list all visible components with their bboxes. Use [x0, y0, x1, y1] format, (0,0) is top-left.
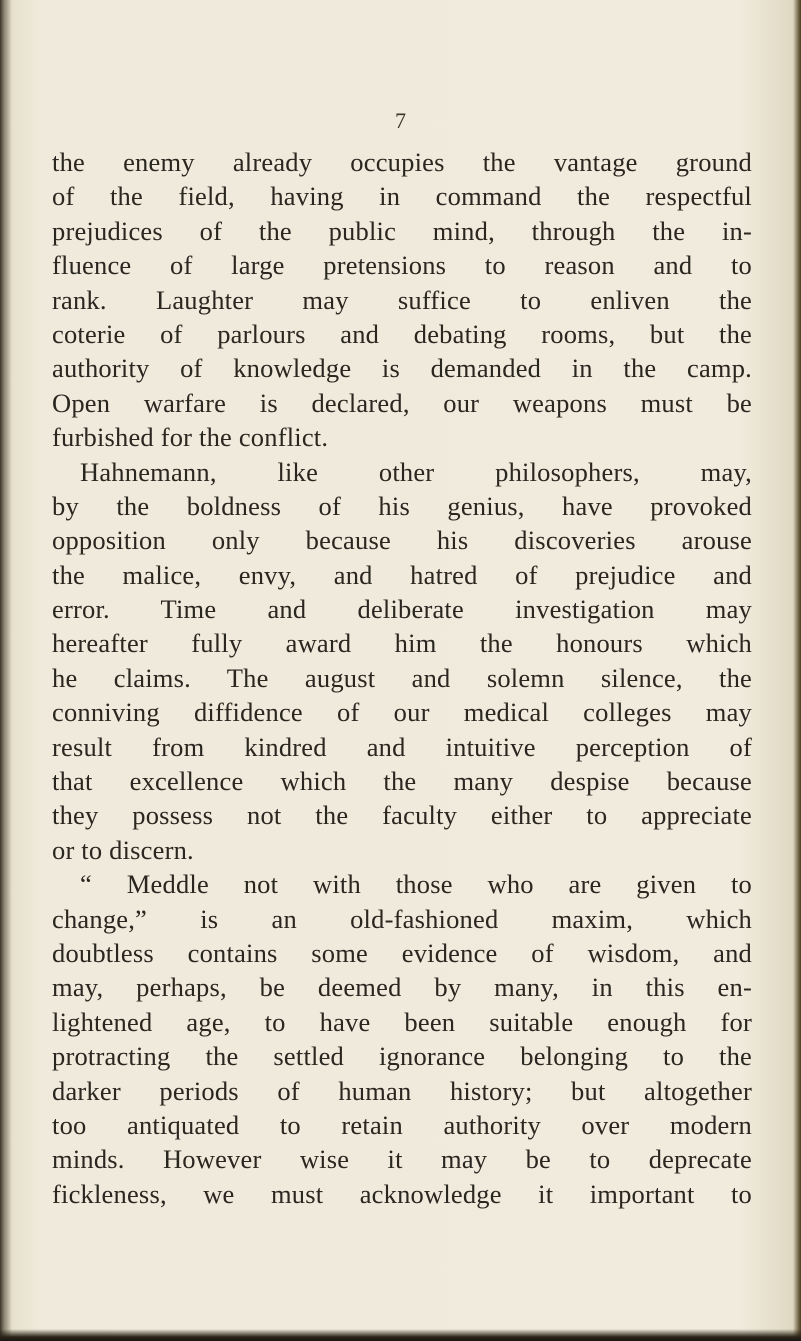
text-line: minds. However wise it may be to deprecate — [52, 1144, 752, 1175]
page-edge-bottom — [0, 1329, 801, 1341]
text-line: or to discern. — [52, 834, 194, 865]
text-line: error. Time and deliberate investigation may — [52, 594, 752, 625]
page-number: 7 — [395, 108, 406, 133]
text-line: the enemy already occupies the vantage ground — [52, 147, 752, 177]
text-line: protracting the settled ignorance belonging to the — [52, 1041, 752, 1072]
text-line: fluence of large pretensions to reason and to — [52, 250, 752, 281]
text-line: furbished for the conflict. — [52, 422, 329, 453]
text-line: coterie of parlours and debating rooms, but the — [52, 318, 752, 349]
text-line: they possess not the faculty either to appreciate — [52, 800, 752, 831]
text-line: change,” is an old-fashioned maxim, which — [52, 903, 752, 934]
text-line: he claims. The august and solemn silence, the — [52, 662, 752, 693]
text-line: too antiquated to retain authority over modern — [52, 1109, 752, 1140]
text-line: authority of knowledge is demanded in the camp. — [52, 353, 752, 384]
text-line: the malice, envy, and hatred of prejudice and — [52, 559, 752, 590]
text-line: Hahnemann, like other philosophers, may, — [80, 456, 752, 487]
text-line: hereafter fully award him the honours which — [52, 628, 752, 659]
text-line: result from kindred and intuitive perception of — [52, 731, 752, 762]
text-line: conniving diffidence of our medical colleges may — [52, 697, 752, 728]
text-line: may, perhaps, be deemed by many, in this en- — [52, 972, 752, 1003]
text-line: doubtless contains some evidence of wisdom, and — [52, 937, 752, 968]
text-line: opposition only because his discoveries arouse — [52, 525, 752, 556]
text-line: darker periods of human history; but altogether — [52, 1075, 752, 1106]
text-line: of the field, having in command the respectful — [52, 181, 752, 212]
text-line: by the boldness of his genius, have provoked — [52, 490, 752, 521]
text-line: “ Meddle not with those who are given to — [80, 869, 752, 900]
text-line: fickleness, we must acknowledge it important to — [52, 1178, 752, 1209]
text-line: rank. Laughter may suffice to enliven the — [52, 284, 752, 315]
page-edge-right — [793, 0, 801, 1341]
binding-shadow — [0, 0, 12, 1341]
text-line: lightened age, to have been suitable enough for — [52, 1006, 752, 1037]
text-line: that excellence which the many despise because — [52, 766, 752, 797]
body-text — [52, 145, 752, 1211]
text-line: Open warfare is declared, our weapons must be — [52, 387, 752, 418]
text-line: prejudices of the public mind, through the in- — [52, 215, 752, 246]
